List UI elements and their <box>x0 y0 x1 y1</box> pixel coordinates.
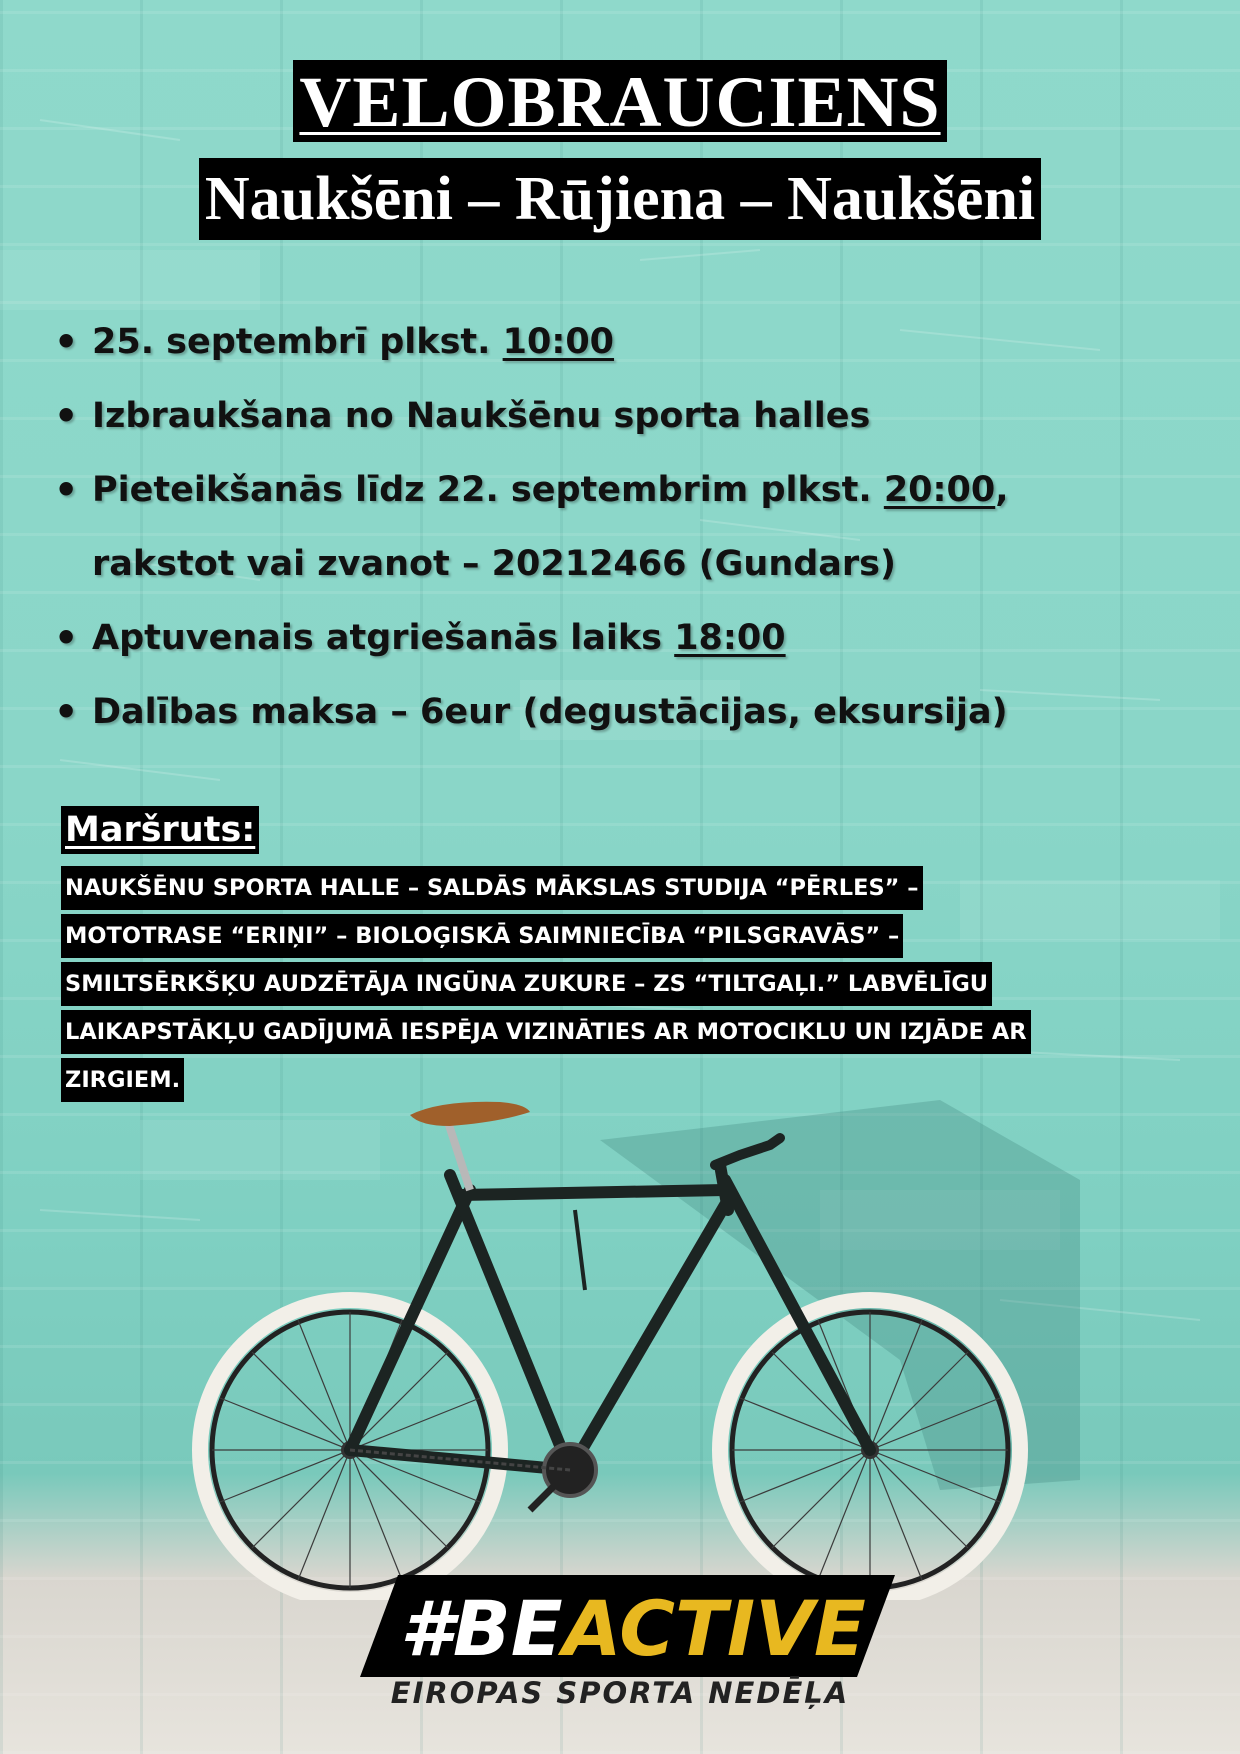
return-text: Aptuvenais atgriešanās laiks <box>92 618 675 658</box>
logo-tagline: EIROPAS SPORTA NEDĒĻA <box>390 1676 850 1710</box>
date-text: 25. septembrī plkst. <box>92 322 503 362</box>
saddle <box>410 1102 530 1126</box>
logo-active: ACTIVE <box>562 1584 866 1673</box>
info-return <box>50 601 1200 675</box>
start-time: 10:00 <box>502 322 615 362</box>
info-registration <box>50 453 1200 601</box>
registration-contact: rakstot vai zvanot – 20212466 (Gundars) <box>92 544 896 584</box>
fee-text: Dalības maksa – 6eur (degustācijas, eksursija) <box>92 692 1008 732</box>
route-line: LAIKAPSTĀKĻU GADĪJUMĀ IESPĒJA VIZINĀTIES AR MOTOCIKLU UN IZJĀDE AR <box>61 1010 1031 1054</box>
route-subtitle: Naukšēni – Rūjiena – Naukšēni <box>199 158 1041 240</box>
logo-hash-be: #BE <box>400 1584 563 1673</box>
route-line: MOTOTRASE “ERIŅI” – BIOLOĢISKĀ SAIMNIECĪBA “PILSGRAVĀS” – <box>61 914 903 958</box>
bicycle-illustration <box>180 1060 1080 1600</box>
info-date <box>50 305 1200 379</box>
route-line: SMILTSĒRKŠĶU AUDZĒTĀJA INGŪNA ZUKURE – ZS “TILTGAĻI.” LABVĒLĪGU <box>61 962 992 1006</box>
event-info-list <box>50 305 1200 749</box>
subtitle-wrap <box>0 158 1240 240</box>
return-time: 18:00 <box>674 618 786 658</box>
route-line: NAUKŠĒNU SPORTA HALLE – SALDĀS MĀKSLAS STUDIJA “PĒRLES” – <box>61 866 923 910</box>
poster-title: VELOBRAUCIENS <box>293 60 946 142</box>
registration-text: Pieteikšanās līdz 22. septembrim plkst. <box>92 470 884 510</box>
departure-text: Izbraukšana no Naukšēnu sporta halles <box>92 396 871 436</box>
logo-text <box>400 1584 866 1673</box>
registration-time: 20:00 <box>883 470 996 510</box>
title-wrap <box>0 60 1240 142</box>
brake-cable <box>575 1210 585 1290</box>
beactive-logo <box>360 1575 895 1677</box>
route-heading: Maršruts: <box>61 806 259 854</box>
route-line: ZIRGIEM. <box>61 1058 184 1102</box>
registration-comma: , <box>995 470 1009 510</box>
info-departure <box>50 379 1200 453</box>
info-fee <box>50 675 1200 749</box>
